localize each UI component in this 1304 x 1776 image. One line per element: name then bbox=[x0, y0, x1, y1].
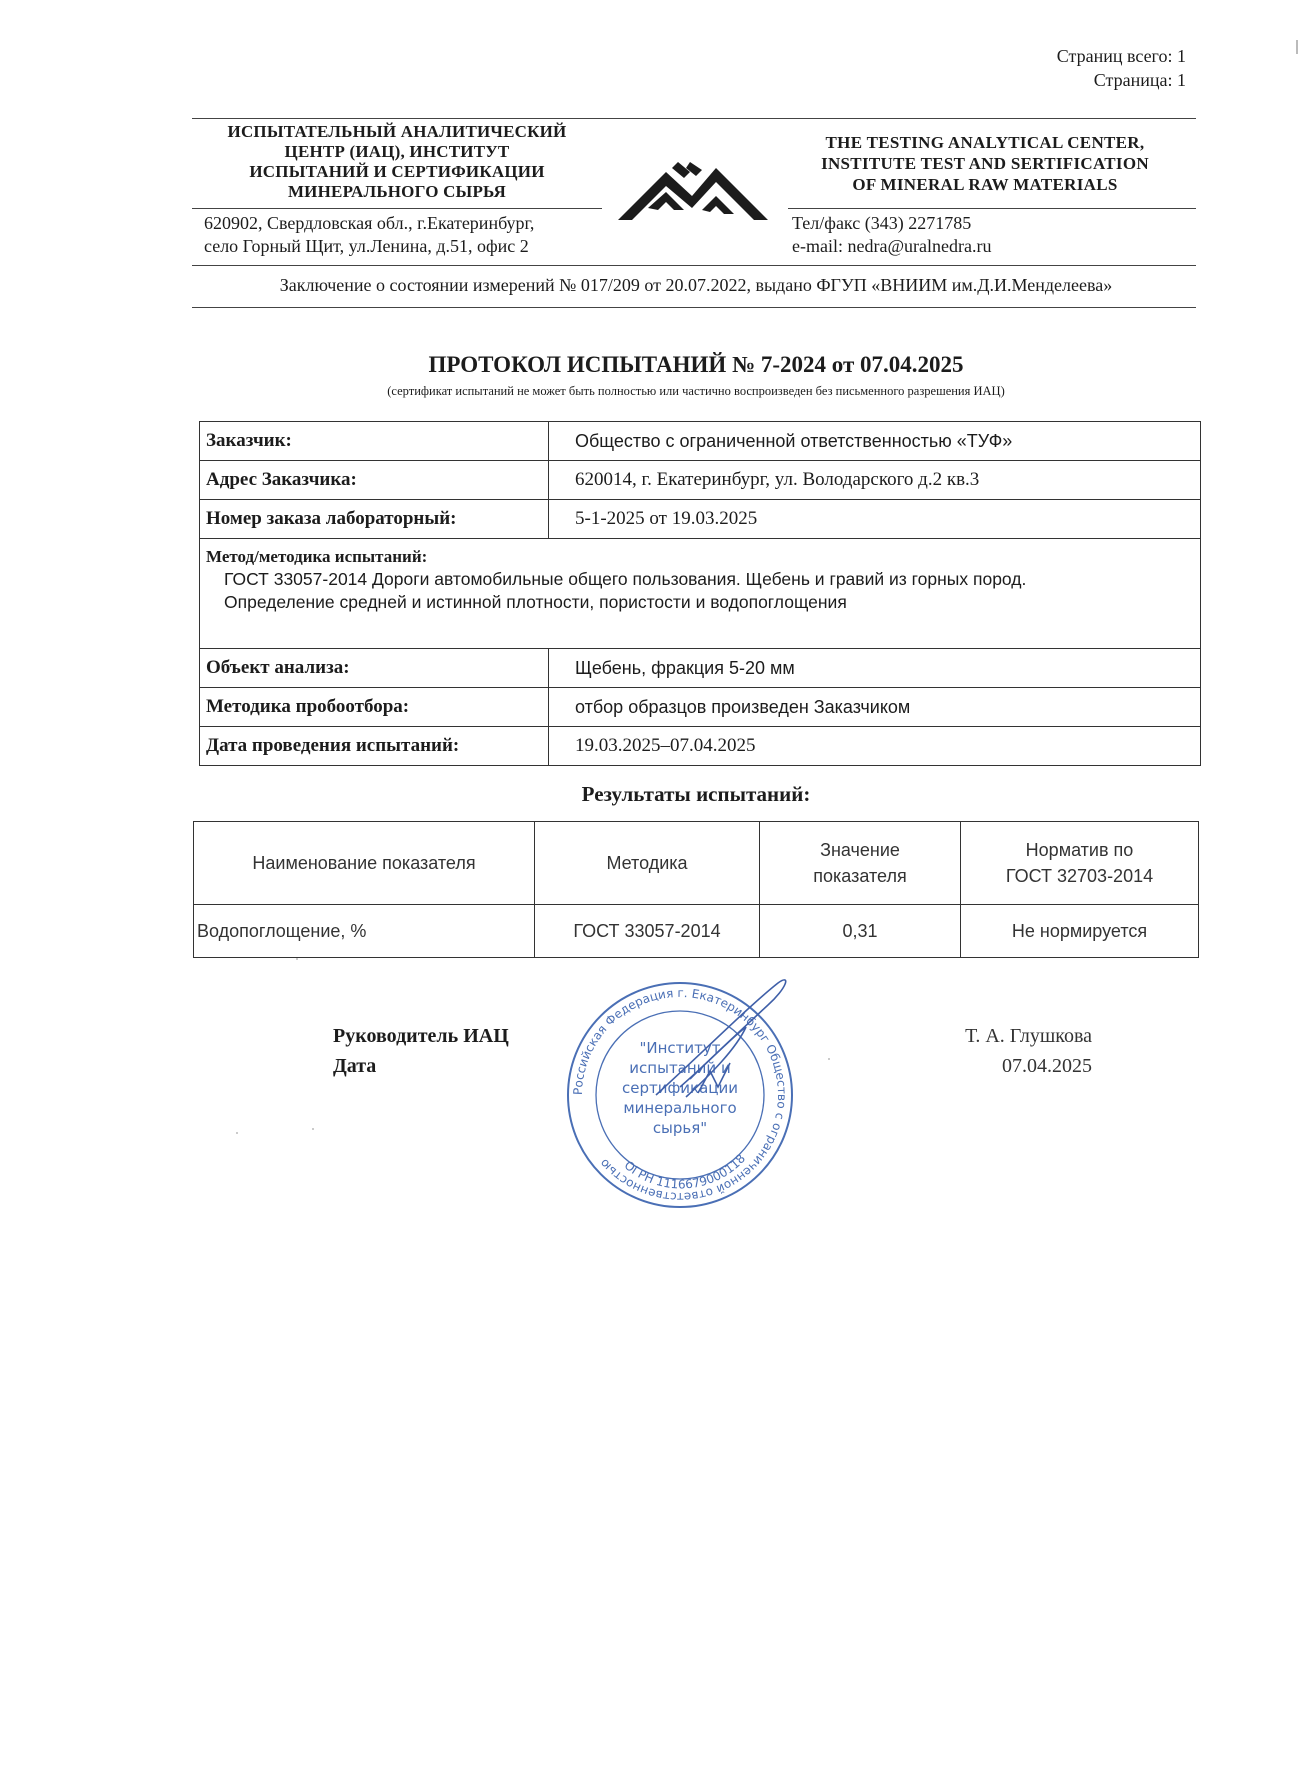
org-name-en bbox=[790, 132, 1180, 195]
header-method: Методика bbox=[535, 822, 760, 905]
customer-value: Общество с ограниченной ответственностью «ТУФ» bbox=[549, 422, 1201, 461]
results-header-row bbox=[194, 822, 1199, 905]
org-ru-line: ЦЕНТР (ИАЦ), ИНСТИТУТ bbox=[284, 142, 510, 161]
address-line: село Горный Щит, ул.Ленина, д.51, офис 2 bbox=[204, 236, 529, 256]
header-value-line: Значение bbox=[820, 840, 900, 860]
org-name-ru bbox=[192, 122, 602, 202]
stamp-inner-line: испытаний и bbox=[629, 1059, 731, 1077]
cell-value: 0,31 bbox=[760, 905, 961, 958]
sampling-value: отбор образцов произведен Заказчиком bbox=[549, 688, 1201, 727]
header-norm-line: Норматив по bbox=[1025, 840, 1134, 860]
method-label: Метод/методика испытаний: bbox=[206, 547, 428, 566]
org-en-line: THE TESTING ANALYTICAL CENTER, bbox=[825, 133, 1145, 152]
header-norm-line: ГОСТ 32703-2014 bbox=[1005, 866, 1154, 886]
customer-address-value: 620014, г. Екатеринбург, ул. Володарского д.2 кв.3 bbox=[549, 461, 1201, 500]
method-cell bbox=[200, 539, 1201, 649]
order-label: Номер заказа лабораторный: bbox=[200, 500, 549, 539]
header-value-line: показателя bbox=[813, 866, 907, 886]
stamp-inner-line: минерального bbox=[623, 1099, 737, 1117]
customer-label: Заказчик: bbox=[200, 422, 549, 461]
mountain-logo-icon bbox=[618, 158, 768, 222]
phone-line: Тел/факс (343) 2271785 bbox=[792, 213, 972, 233]
object-label: Объект анализа: bbox=[200, 649, 549, 688]
test-dates-value: 19.03.2025–07.04.2025 bbox=[549, 727, 1201, 766]
signature-block-left bbox=[333, 1021, 509, 1081]
method-line: ГОСТ 33057-2014 Дороги автомобильные общего пользования. Щебень и гравий из горных пород. bbox=[224, 569, 1027, 589]
header-rule-left bbox=[192, 208, 602, 209]
header-norm bbox=[961, 822, 1199, 905]
object-value: Щебень, фракция 5-20 мм bbox=[549, 649, 1201, 688]
org-ru-line: ИСПЫТАТЕЛЬНЫЙ АНАЛИТИЧЕСКИЙ bbox=[227, 122, 567, 141]
info-row-customer bbox=[200, 422, 1201, 461]
method-line: Определение средней и истинной плотности, пористости и водопоглощения bbox=[224, 592, 847, 612]
address-line: 620902, Свердловская обл., г.Екатеринбург, bbox=[204, 213, 535, 233]
customer-address-label: Адрес Заказчика: bbox=[200, 461, 549, 500]
stamp-inner-line: "Институт bbox=[639, 1039, 721, 1057]
info-row-address bbox=[200, 461, 1201, 500]
header-indicator: Наименование показателя bbox=[194, 822, 535, 905]
protocol-title: ПРОТОКОЛ ИСПЫТАНИЙ № 7-2024 от 07.04.2025 bbox=[428, 352, 964, 377]
stamp-inner-line: сертификации bbox=[621, 1079, 739, 1097]
scan-edge-mark bbox=[1296, 40, 1298, 54]
protocol-subtitle: (сертификат испытаний не может быть полностью или частично воспроизведен без письменного разрешения ИАЦ) bbox=[387, 384, 1005, 398]
table-row bbox=[194, 905, 1199, 958]
scan-speck bbox=[296, 958, 298, 960]
cell-norm: Не нормируется bbox=[961, 905, 1199, 958]
signer-name: Т. А. Глушкова bbox=[965, 1025, 1092, 1047]
header-value bbox=[760, 822, 961, 905]
header-rule-right bbox=[788, 208, 1196, 209]
pages-total: Страниц всего: 1 bbox=[1056, 46, 1186, 66]
info-row-object bbox=[200, 649, 1201, 688]
results-heading: Результаты испытаний: bbox=[581, 782, 811, 806]
header-top-rule bbox=[192, 118, 1196, 119]
date-label: Дата bbox=[333, 1055, 377, 1077]
header-rule-mid bbox=[192, 265, 1196, 266]
cell-indicator: Водопоглощение, % bbox=[194, 905, 535, 958]
stamp-inner-line: сырья" bbox=[652, 1119, 708, 1137]
sampling-label: Методика пробоотбора: bbox=[200, 688, 549, 727]
org-en-line: INSTITUTE TEST AND SERTIFICATION bbox=[821, 154, 1149, 173]
pages-current: Страница: 1 bbox=[1093, 70, 1186, 90]
org-en-line: OF MINERAL RAW MATERIALS bbox=[852, 175, 1118, 194]
signature-block-right bbox=[920, 1021, 1092, 1081]
stamp-ogrn: ОГРН 1116679000118 bbox=[621, 1151, 749, 1192]
email-line: e-mail: nedra@uralnedra.ru bbox=[792, 236, 992, 256]
info-row-sampling bbox=[200, 688, 1201, 727]
cell-method: ГОСТ 33057-2014 bbox=[535, 905, 760, 958]
organization-stamp bbox=[560, 975, 800, 1215]
results-table bbox=[193, 821, 1199, 958]
org-ru-line: МИНЕРАЛЬНОГО СЫРЬЯ bbox=[287, 182, 507, 201]
order-value: 5-1-2025 от 19.03.2025 bbox=[549, 500, 1201, 539]
measurement-conclusion: Заключение о состоянии измерений № 017/209 от 20.07.2022, выдано ФГУП «ВНИИМ им.Д.И.Менделеева» bbox=[279, 275, 1113, 295]
page-counter bbox=[1057, 44, 1186, 92]
scan-speck bbox=[236, 1132, 238, 1134]
signature-date: 07.04.2025 bbox=[1002, 1055, 1092, 1077]
signer-role: Руководитель ИАЦ bbox=[333, 1025, 509, 1047]
test-dates-label: Дата проведения испытаний: bbox=[200, 727, 549, 766]
protocol-info-table bbox=[199, 421, 1201, 766]
header-contacts bbox=[792, 212, 991, 258]
stamp-outer-text: Российская Федерация г. Екатеринбург Общество с ограниченной ответственностью bbox=[570, 985, 790, 1205]
info-row-method bbox=[200, 539, 1201, 649]
info-row-dates bbox=[200, 727, 1201, 766]
scan-speck bbox=[828, 1058, 830, 1060]
scan-speck bbox=[312, 1128, 314, 1130]
header-rule-bottom bbox=[192, 307, 1196, 308]
info-row-order bbox=[200, 500, 1201, 539]
org-ru-line: ИСПЫТАНИЙ И СЕРТИФИКАЦИИ bbox=[249, 162, 545, 181]
header-address bbox=[204, 212, 534, 258]
